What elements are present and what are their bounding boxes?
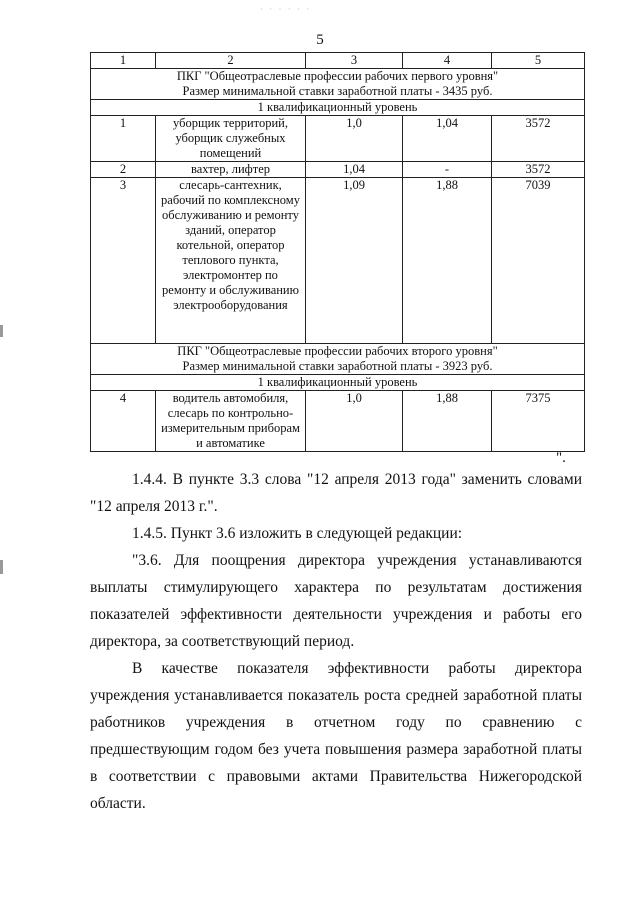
level-title: 1 квалификационный уровень bbox=[91, 375, 585, 391]
coefficient-2: 1,04 bbox=[403, 116, 492, 162]
row-number: 2 bbox=[91, 162, 156, 178]
row-number: 3 bbox=[91, 178, 156, 344]
group-title-line: ПКГ "Общеотраслевые профессии рабочих первого уровня" bbox=[176, 69, 499, 83]
header-cell: 3 bbox=[306, 53, 403, 69]
paragraph-1-4-5: 1.4.5. Пункт 3.6 изложить в следующей редакции: bbox=[132, 525, 463, 542]
profession-name: уборщик территорий, уборщик служебных помещений bbox=[156, 116, 306, 162]
header-scan-mark: · · · · · · bbox=[260, 4, 312, 14]
salary: 7375 bbox=[492, 391, 585, 452]
profession-name: водитель автомобиля, слесарь по контрольно-измерительным приборам и автоматике bbox=[156, 391, 306, 452]
table-row bbox=[91, 178, 585, 344]
coefficient-2: 1,88 bbox=[403, 178, 492, 344]
header-cell: 2 bbox=[156, 53, 306, 69]
paragraph-3-6: "3.6. Для поощрения директора учреждения устанавливаются выплаты стимулирующего характера по результатам достижения показателей эффективности деятельности учреждения и работы его директора, за соответствующий период. bbox=[90, 552, 582, 650]
coefficient: 1,09 bbox=[306, 178, 403, 344]
coefficient-2: 1,88 bbox=[403, 391, 492, 452]
header-cell: 4 bbox=[403, 53, 492, 69]
coefficient: 1,04 bbox=[306, 162, 403, 178]
table-row bbox=[91, 391, 585, 452]
profession-name: слесарь-сантехник, рабочий по комплексному обслуживанию и ремонту зданий, оператор котельной, оператор теплового пункта, электромонтер по ремонту и обслуживанию электрооборудования bbox=[156, 178, 306, 344]
profession-name: вахтер, лифтер bbox=[156, 162, 306, 178]
salary-table bbox=[90, 52, 585, 452]
coefficient-2: - bbox=[403, 162, 492, 178]
group-subtitle-line: Размер минимальной ставки заработной платы - 3435 руб. bbox=[182, 84, 493, 98]
salary: 3572 bbox=[492, 116, 585, 162]
paragraph-indicator: В качестве показателя эффективности работы директора учреждения устанавливается показатель роста средней заработной платы работников учреждения в отчетном году по сравнению с предшествующим годом без учета повышения размера заработной платы в соответствии с правовыми актами Правительства Нижегородской области. bbox=[90, 660, 582, 812]
group-title-row bbox=[91, 69, 585, 100]
group-title bbox=[91, 344, 585, 375]
coefficient: 1,0 bbox=[306, 116, 403, 162]
paragraph-1-4-4: 1.4.4. В пункте 3.3 слова "12 апреля 2013 года" заменить словами "12 апреля 2013 г.". bbox=[90, 471, 582, 515]
coefficient: 1,0 bbox=[306, 391, 403, 452]
table-row bbox=[91, 116, 585, 162]
group-title-line: ПКГ "Общеотраслевые профессии рабочих второго уровня" bbox=[177, 344, 498, 358]
salary: 7039 bbox=[492, 178, 585, 344]
group-subtitle-line: Размер минимальной ставки заработной платы - 3923 руб. bbox=[182, 359, 493, 373]
row-number: 1 bbox=[91, 116, 156, 162]
row-number: 4 bbox=[91, 391, 156, 452]
page-number: 5 bbox=[316, 32, 324, 48]
level-row bbox=[91, 375, 585, 391]
table-closing-quote: ". bbox=[556, 450, 566, 466]
table-header-row bbox=[91, 53, 585, 69]
group-title-row bbox=[91, 344, 585, 375]
header-cell: 1 bbox=[91, 53, 156, 69]
level-title: 1 квалификационный уровень bbox=[91, 100, 585, 116]
header-cell: 5 bbox=[492, 53, 585, 69]
level-row bbox=[91, 100, 585, 116]
left-margin-mark bbox=[0, 560, 3, 574]
left-margin-mark bbox=[0, 325, 3, 337]
group-title bbox=[91, 69, 585, 100]
salary: 3572 bbox=[492, 162, 585, 178]
table-row bbox=[91, 162, 585, 178]
